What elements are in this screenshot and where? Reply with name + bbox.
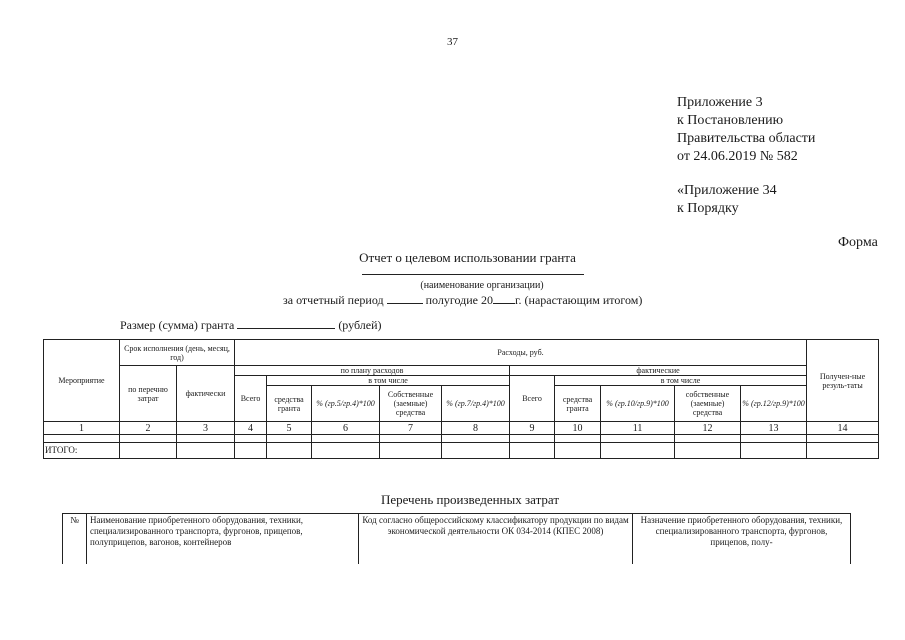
appendix-line: от 24.06.2019 № 582 (677, 149, 798, 164)
col-header-plan: по плану расходов (235, 366, 510, 376)
costs-list-table (62, 513, 851, 564)
table-cell (741, 435, 807, 443)
table-cell (177, 435, 235, 443)
total-row-label: ИТОГО: (44, 443, 120, 459)
grant-size-prefix: Размер (сумма) гранта (120, 318, 235, 332)
table-cell (380, 435, 442, 443)
appendix-line: «Приложение 34 (677, 183, 777, 198)
col-header-expenses: Расходы, руб. (235, 340, 807, 366)
col-header-grant-funds-plan: средства гранта (267, 386, 312, 422)
table-cell (442, 435, 510, 443)
col-header-fact-including: в том числе (555, 376, 807, 386)
document-title: Отчет о целевом использовании гранта (359, 250, 576, 265)
table-cell (675, 443, 741, 459)
appendix-line: к Постановлению (677, 113, 784, 128)
period-suffix: г. (нарастающим итогом) (514, 293, 643, 307)
column-number: 2 (120, 422, 177, 435)
organization-name-caption: (наименование организации) (420, 280, 544, 291)
col-header-term-plan: по перечню затрат (120, 366, 177, 422)
appendix-line: Правительства области (677, 131, 816, 146)
appendix-header (677, 94, 815, 218)
col-header-plan-including: в том числе (267, 376, 510, 386)
table-cell (675, 435, 741, 443)
column-number: 12 (675, 422, 741, 435)
table-cell (235, 435, 267, 443)
column-number: 13 (741, 422, 807, 435)
appendix-line: Приложение 3 (677, 95, 763, 110)
column-number: 11 (601, 422, 675, 435)
organization-name-line (362, 262, 584, 275)
table-cell (601, 443, 675, 459)
column-number: 10 (555, 422, 601, 435)
table-cell (442, 443, 510, 459)
table-cell (120, 435, 177, 443)
col-header-term: Срок исполнения (день, месяц, год) (120, 340, 235, 366)
costs-header-code: Код согласно общероссийскому классификатору продукции по видам экономической деятельности ОК 034-2014 (КПЕС 2008) (359, 514, 633, 565)
period-prefix: за отчетный период (283, 293, 384, 307)
col-header-fact: фактические (510, 366, 807, 376)
table-cell (741, 443, 807, 459)
table-cell (235, 443, 267, 459)
period-blank (387, 293, 423, 304)
table-cell (120, 443, 177, 459)
table-cell (510, 435, 555, 443)
costs-header-number: № (63, 514, 87, 565)
col-header-percent-5-4: % (гр.5/гр.4)*100 (312, 386, 380, 422)
reporting-period (283, 293, 642, 308)
form-label: Форма (838, 235, 878, 250)
table-cell (807, 435, 879, 443)
column-number: 4 (235, 422, 267, 435)
col-header-term-fact: фактически (177, 366, 235, 422)
costs-header-name: Наименование приобретенного оборудования, техники, специализированного транспорта, фургонов, прицепов, полуприцепов, вагонов, контейнеров (87, 514, 359, 565)
grant-usage-report-table (43, 339, 879, 459)
column-number: 5 (267, 422, 312, 435)
column-number: 6 (312, 422, 380, 435)
table-cell (555, 443, 601, 459)
table-cell (267, 443, 312, 459)
column-number: 14 (807, 422, 879, 435)
col-header-percent-7-4: % (гр.7/гр.4)*100 (442, 386, 510, 422)
costs-list-caption: Перечень произведенных затрат (380, 492, 560, 507)
column-number: 8 (442, 422, 510, 435)
table-cell (312, 443, 380, 459)
col-header-percent-10-9: % (гр.10/гр.9)*100 (601, 386, 675, 422)
col-header-own-funds-fact: собственные (заемные) средства (675, 386, 741, 422)
table-cell (601, 435, 675, 443)
col-header-total-plan: Всего (235, 376, 267, 422)
column-number: 9 (510, 422, 555, 435)
grant-size-line (120, 318, 382, 333)
grant-size-suffix: (рублей) (338, 318, 382, 332)
table-cell (380, 443, 442, 459)
col-header-own-funds-plan: Собственные (заемные) средства (380, 386, 442, 422)
col-header-activity: Мероприятие (44, 340, 120, 422)
col-header-grant-funds-fact: средства гранта (555, 386, 601, 422)
table-cell (807, 443, 879, 459)
table-cell (177, 443, 235, 459)
costs-header-purpose: Назначение приобретенного оборудования, техники, специализированного транспорта, фургонов, прицепов, полу- (633, 514, 851, 565)
col-header-total-fact: Всего (510, 376, 555, 422)
year-blank (493, 293, 515, 304)
table-cell (555, 435, 601, 443)
page-number: 37 (447, 36, 458, 48)
appendix-line: к Порядку (677, 201, 739, 216)
period-middle: полугодие 20 (425, 293, 493, 307)
column-number: 7 (380, 422, 442, 435)
column-number: 3 (177, 422, 235, 435)
col-header-percent-12-9: % (гр.12/гр.9)*100 (741, 386, 807, 422)
col-header-results: Получен-ные резуль-таты (807, 340, 879, 422)
grant-amount-blank (237, 318, 335, 329)
table-cell (267, 435, 312, 443)
table-cell (312, 435, 380, 443)
table-cell (510, 443, 555, 459)
column-number: 1 (44, 422, 120, 435)
table-cell (44, 435, 120, 443)
